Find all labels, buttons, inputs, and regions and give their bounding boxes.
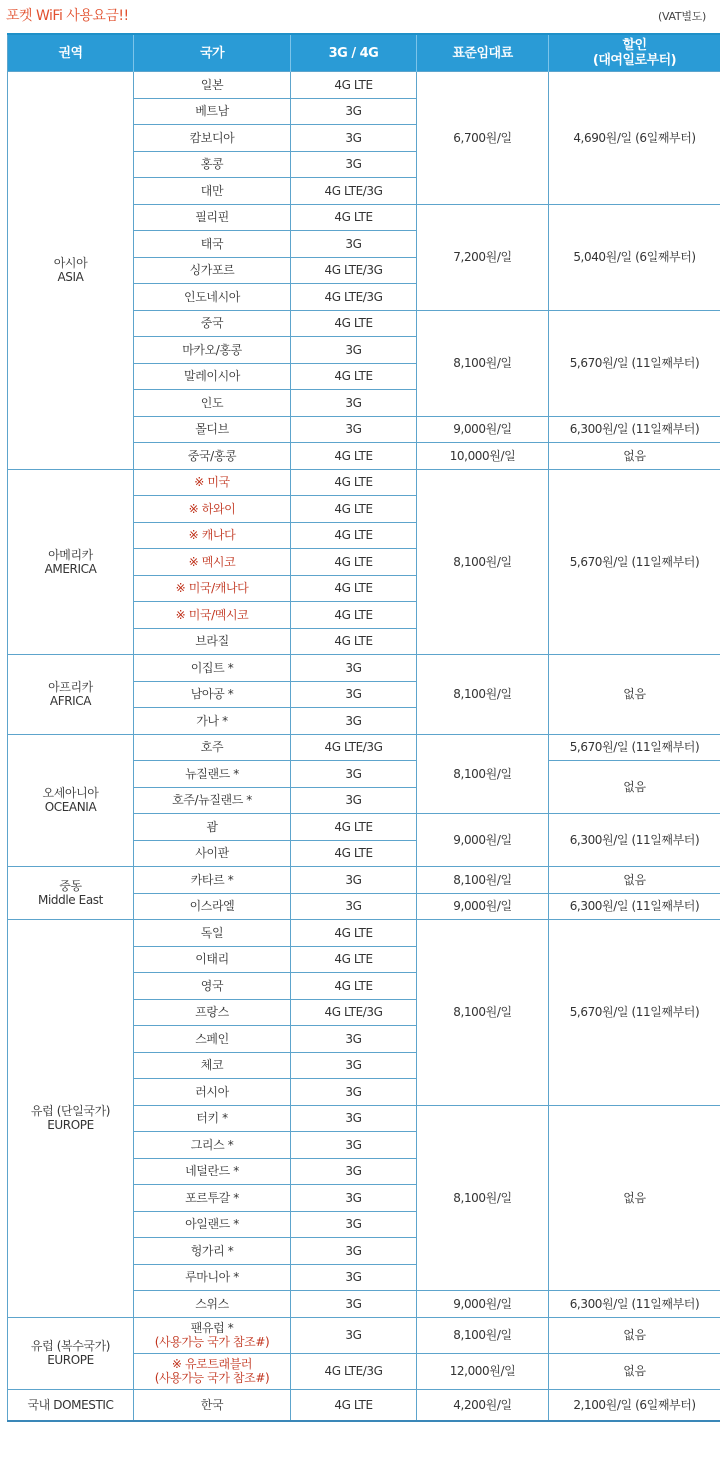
country-cell: 헝가리 * [134, 1238, 291, 1265]
discount-cell: 4,690원/일 (6일째부터) [549, 72, 720, 205]
country-cell: 뉴질랜드 * [134, 761, 291, 788]
discount-cell: 없음 [549, 1105, 720, 1291]
price-cell: 8,100원/일 [417, 655, 549, 735]
price-cell: 9,000원/일 [417, 893, 549, 920]
discount-cell: 없음 [549, 1317, 720, 1353]
country-cell: 호주 [134, 734, 291, 761]
country-cell [134, 1317, 291, 1353]
network-cell: 3G [291, 1317, 417, 1353]
country-cell: 독일 [134, 920, 291, 947]
country-cell: 베트남 [134, 98, 291, 125]
price-cell: 8,100원/일 [417, 867, 549, 894]
network-cell: 4G LTE [291, 840, 417, 867]
header-network: 3G / 4G [291, 34, 417, 72]
header-country: 국가 [134, 34, 291, 72]
price-cell: 8,100원/일 [417, 1317, 549, 1353]
country-cell: 사이판 [134, 840, 291, 867]
price-cell: 8,100원/일 [417, 469, 549, 655]
network-cell: 3G [291, 867, 417, 894]
network-cell: 3G [291, 1052, 417, 1079]
network-cell: 4G LTE [291, 549, 417, 576]
country-cell: 인도 [134, 390, 291, 417]
network-cell: 4G LTE [291, 72, 417, 99]
country-cell: 루마니아 * [134, 1264, 291, 1291]
price-cell: 8,100원/일 [417, 734, 549, 814]
country-cell: 스위스 [134, 1291, 291, 1318]
country-cell: 홍콩 [134, 151, 291, 178]
network-cell: 4G LTE [291, 946, 417, 973]
network-cell: 3G [291, 1291, 417, 1318]
network-cell: 3G [291, 231, 417, 258]
region-cell: 국내 DOMESTIC [8, 1389, 134, 1421]
country-cell: 프랑스 [134, 999, 291, 1026]
discount-cell: 5,040원/일 (6일째부터) [549, 204, 720, 310]
price-cell: 9,000원/일 [417, 416, 549, 443]
network-cell: 4G LTE [291, 628, 417, 655]
discount-cell: 2,100원/일 (6일째부터) [549, 1389, 720, 1421]
network-cell: 4G LTE [291, 363, 417, 390]
vat-note: (VAT별도) [658, 10, 706, 23]
price-cell: 8,100원/일 [417, 310, 549, 416]
region-cell: 아프리카 AFRICA [8, 655, 134, 735]
network-cell: 3G [291, 787, 417, 814]
country-cell: 호주/뉴질랜드 * [134, 787, 291, 814]
network-cell: 4G LTE [291, 602, 417, 629]
country-cell: 한국 [134, 1389, 291, 1421]
country-cell: 이집트 * [134, 655, 291, 682]
header-standard-price: 표준임대료 [417, 34, 549, 72]
header-row [8, 34, 720, 72]
region-cell: 아메리카 AMERICA [8, 469, 134, 655]
network-cell: 3G [291, 98, 417, 125]
country-cell: 대만 [134, 178, 291, 205]
discount-cell: 없음 [549, 443, 720, 470]
price-cell: 9,000원/일 [417, 814, 549, 867]
price-cell: 4,200원/일 [417, 1389, 549, 1421]
network-cell: 4G LTE/3G [291, 999, 417, 1026]
page-title: 포켓 WiFi 사용요금!! [6, 8, 129, 24]
discount-cell: 5,670원/일 (11일째부터) [549, 469, 720, 655]
country-cell: ※ 유로트래블러 (사용가능 국가 참조#) [134, 1353, 291, 1389]
discount-cell: 6,300원/일 (11일째부터) [549, 893, 720, 920]
discount-cell: 없음 [549, 655, 720, 735]
discount-cell: 5,670원/일 (11일째부터) [549, 920, 720, 1106]
network-cell: 4G LTE [291, 575, 417, 602]
region-cell: 오세아니아 OCEANIA [8, 734, 134, 867]
network-cell: 4G LTE/3G [291, 734, 417, 761]
country-cell: ※ 미국 [134, 469, 291, 496]
table-row [8, 734, 720, 761]
network-cell: 4G LTE/3G [291, 284, 417, 311]
network-cell: 3G [291, 1158, 417, 1185]
country-cell: 몰디브 [134, 416, 291, 443]
price-cell: 12,000원/일 [417, 1353, 549, 1389]
country-cell: 캄보디아 [134, 125, 291, 152]
network-cell: 4G LTE [291, 1389, 417, 1421]
network-cell: 4G LTE [291, 204, 417, 231]
country-cell: 러시아 [134, 1079, 291, 1106]
price-cell: 9,000원/일 [417, 1291, 549, 1318]
network-cell: 4G LTE [291, 920, 417, 947]
discount-cell: 없음 [549, 867, 720, 894]
network-cell: 4G LTE/3G [291, 1353, 417, 1389]
region-cell: 유럽 (단일국가) EUROPE [8, 920, 134, 1318]
discount-cell: 5,670원/일 (11일째부터) [549, 310, 720, 416]
network-cell: 4G LTE/3G [291, 178, 417, 205]
country-cell: ※ 멕시코 [134, 549, 291, 576]
table-row [8, 1389, 720, 1421]
country-cell: 가나 * [134, 708, 291, 735]
header-discount: 할인 (대여일로부터) [549, 34, 720, 72]
discount-cell: 없음 [549, 1353, 720, 1389]
country-cell: ※ 미국/캐나다 [134, 575, 291, 602]
country-cell: ※ 미국/멕시코 [134, 602, 291, 629]
network-cell: 4G LTE/3G [291, 257, 417, 284]
country-cell: 그리스 * [134, 1132, 291, 1159]
country-cell: 영국 [134, 973, 291, 1000]
country-cell: 아일랜드 * [134, 1211, 291, 1238]
price-cell: 6,700원/일 [417, 72, 549, 205]
region-cell: 아시아 ASIA [8, 72, 134, 470]
network-cell: 3G [291, 1211, 417, 1238]
region-cell: 중동 Middle East [8, 867, 134, 920]
country-cell: ※ 캐나다 [134, 522, 291, 549]
country-cell: 중국/홍콩 [134, 443, 291, 470]
table-row [8, 920, 720, 947]
network-cell: 3G [291, 1238, 417, 1265]
country-cell: 싱가포르 [134, 257, 291, 284]
country-cell: 브라질 [134, 628, 291, 655]
network-cell: 4G LTE [291, 496, 417, 523]
country-cell: 이태리 [134, 946, 291, 973]
price-cell: 8,100원/일 [417, 1105, 549, 1291]
network-cell: 3G [291, 681, 417, 708]
country-cell: 터키 * [134, 1105, 291, 1132]
country-cell: ※ 하와이 [134, 496, 291, 523]
country-cell: 체코 [134, 1052, 291, 1079]
country-cell: 카타르 * [134, 867, 291, 894]
network-cell: 3G [291, 337, 417, 364]
country-cell: 중국 [134, 310, 291, 337]
country-cell: 포르투갈 * [134, 1185, 291, 1212]
country-cell: 네덜란드 * [134, 1158, 291, 1185]
network-cell: 3G [291, 1079, 417, 1106]
table-row [8, 867, 720, 894]
table-row [8, 72, 720, 99]
country-note: (사용가능 국가 참조#) [154, 1335, 270, 1349]
discount-cell: 5,670원/일 (11일째부터) [549, 734, 720, 761]
network-cell: 4G LTE [291, 469, 417, 496]
table-row [8, 469, 720, 496]
network-cell: 3G [291, 893, 417, 920]
network-cell: 3G [291, 1185, 417, 1212]
country-cell: 남아공 * [134, 681, 291, 708]
network-cell: 4G LTE [291, 814, 417, 841]
country-cell: 필리핀 [134, 204, 291, 231]
region-cell: 유럽 (복수국가) EUROPE [8, 1317, 134, 1389]
price-cell: 8,100원/일 [417, 920, 549, 1106]
header-region: 권역 [8, 34, 134, 72]
discount-cell: 6,300원/일 (11일째부터) [549, 416, 720, 443]
pricing-table [7, 33, 720, 1422]
country-cell: 인도네시아 [134, 284, 291, 311]
country-cell: 마카오/홍콩 [134, 337, 291, 364]
table-row [8, 655, 720, 682]
country-cell: 태국 [134, 231, 291, 258]
network-cell: 3G [291, 1264, 417, 1291]
network-cell: 4G LTE [291, 443, 417, 470]
network-cell: 3G [291, 655, 417, 682]
network-cell: 3G [291, 416, 417, 443]
discount-cell: 6,300원/일 (11일째부터) [549, 1291, 720, 1318]
price-cell: 7,200원/일 [417, 204, 549, 310]
discount-cell: 없음 [549, 761, 720, 814]
network-cell: 4G LTE [291, 522, 417, 549]
discount-cell: 6,300원/일 (11일째부터) [549, 814, 720, 867]
country-cell: 일본 [134, 72, 291, 99]
network-cell: 3G [291, 1132, 417, 1159]
network-cell: 3G [291, 761, 417, 788]
network-cell: 3G [291, 708, 417, 735]
country-name: 팬유럽 * [190, 1321, 234, 1335]
network-cell: 3G [291, 390, 417, 417]
network-cell: 3G [291, 151, 417, 178]
network-cell: 4G LTE [291, 973, 417, 1000]
country-cell: 괌 [134, 814, 291, 841]
table-row [8, 1317, 720, 1353]
country-cell: 말레이시아 [134, 363, 291, 390]
network-cell: 3G [291, 125, 417, 152]
price-cell: 10,000원/일 [417, 443, 549, 470]
country-cell: 스페인 [134, 1026, 291, 1053]
network-cell: 4G LTE [291, 310, 417, 337]
country-cell: 이스라엘 [134, 893, 291, 920]
network-cell: 3G [291, 1026, 417, 1053]
network-cell: 3G [291, 1105, 417, 1132]
